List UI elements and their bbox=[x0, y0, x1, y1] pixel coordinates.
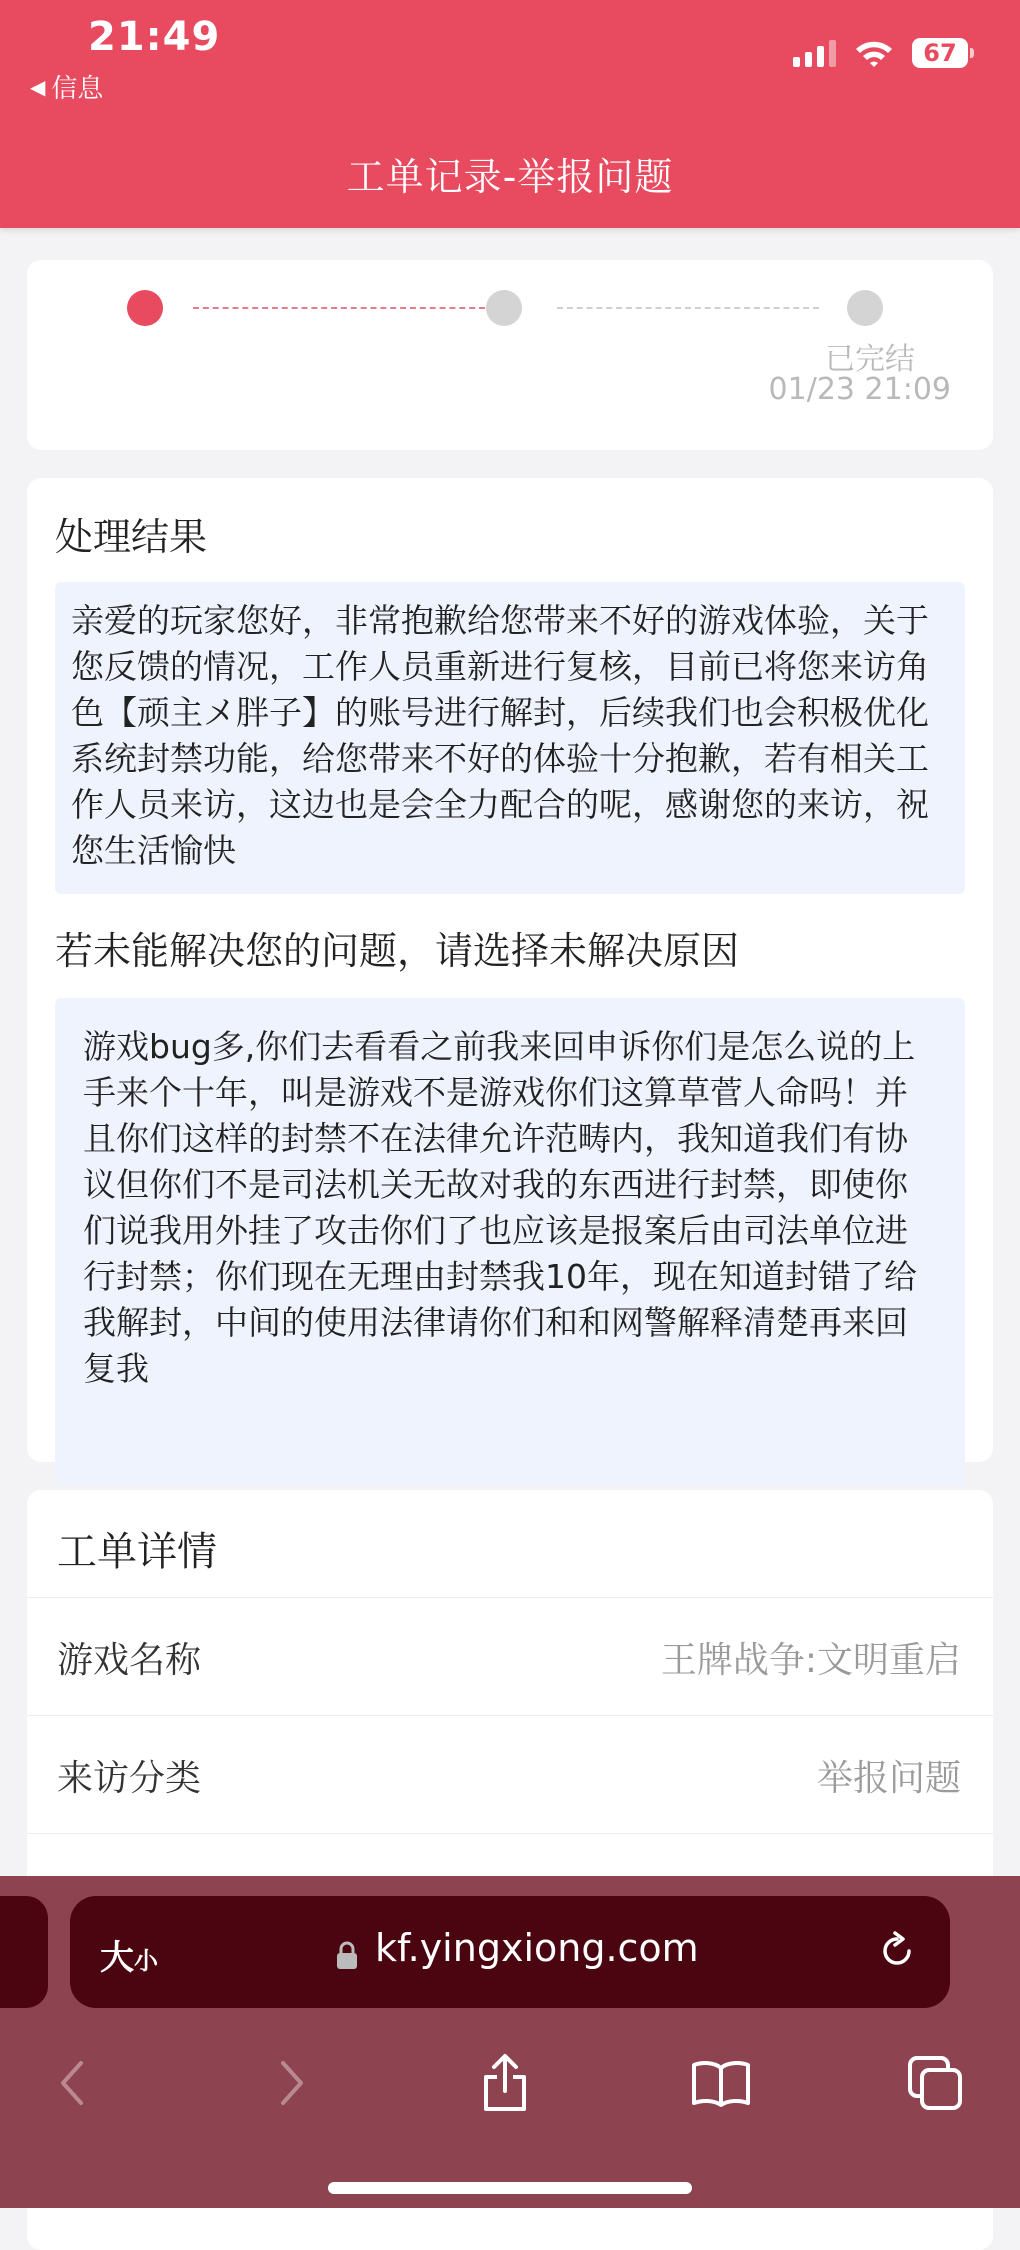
step-final-label: 已完结 bbox=[825, 342, 915, 377]
battery-icon: 67 bbox=[912, 38, 968, 68]
lock-icon bbox=[335, 1940, 359, 1974]
step-line-inactive bbox=[557, 307, 819, 309]
text-size-button[interactable] bbox=[100, 1930, 158, 1979]
detail-value: 王牌战争:文明重启 bbox=[660, 1640, 961, 1681]
chevron-right-icon bbox=[273, 2058, 309, 2108]
forward-button[interactable] bbox=[256, 2048, 326, 2118]
share-button[interactable] bbox=[470, 2048, 540, 2118]
result-card bbox=[27, 478, 993, 1462]
chevron-left-icon bbox=[55, 2058, 91, 2108]
bookmarks-button[interactable] bbox=[686, 2048, 756, 2118]
cellular-signal-icon bbox=[793, 39, 836, 67]
detail-row bbox=[27, 1597, 993, 1716]
step-line-active bbox=[193, 307, 485, 309]
step-dot-middle bbox=[486, 290, 522, 326]
unresolved-title: 若未能解决您的问题，请选择未解决原因 bbox=[55, 929, 740, 973]
text-size-big: 大 bbox=[100, 1938, 134, 1978]
detail-row bbox=[27, 1715, 993, 1834]
status-time: 21:49 bbox=[88, 14, 221, 60]
back-to-app-link[interactable] bbox=[30, 68, 103, 105]
back-app-label: 信息 bbox=[51, 74, 104, 104]
back-button[interactable] bbox=[38, 2048, 108, 2118]
progress-card bbox=[27, 260, 993, 450]
result-title: 处理结果 bbox=[55, 515, 208, 559]
unresolved-reason-text[interactable]: 游戏bug多,你们去看看之前我来回申诉你们是怎么说的上手来个十年，叫是游戏不是游戏你们这算草菅人命吗！并且你们这样的封禁不在法律允许范畴内，我知道我们有协议但你们不是司法机关无故对我的东西进行封禁，即使你们说我用外挂了攻击你们了也应该是报案后由司法单位进行封禁；你们现在无理由封禁我10年，现在知道封错了给我解封，中间的使用法律请你们和和网警解释清楚再来回复我 bbox=[55, 998, 965, 1486]
share-icon bbox=[480, 2053, 530, 2113]
back-triangle-icon: ◀ bbox=[30, 74, 46, 99]
book-icon bbox=[690, 2058, 752, 2108]
app-header bbox=[0, 0, 1020, 228]
wifi-icon bbox=[854, 38, 894, 68]
status-icons bbox=[793, 38, 968, 68]
step-final-time: 01/23 21:09 bbox=[768, 372, 951, 407]
reload-icon[interactable] bbox=[876, 1930, 918, 1976]
url-text: kf.yingxiong.com bbox=[375, 1926, 699, 1970]
detail-label: 游戏名称 bbox=[57, 1640, 202, 1681]
step-dot-active bbox=[127, 290, 163, 326]
detail-value: 举报问题 bbox=[816, 1758, 961, 1799]
tabs-icon bbox=[906, 2054, 964, 2112]
address-bar[interactable] bbox=[70, 1896, 950, 2008]
text-size-small: 小 bbox=[134, 1947, 158, 1975]
page-title: 工单记录-举报问题 bbox=[346, 155, 674, 199]
details-title: 工单详情 bbox=[57, 1529, 217, 1575]
detail-label: 来访分类 bbox=[57, 1758, 202, 1799]
tabs-button[interactable] bbox=[900, 2048, 970, 2118]
browser-toolbar bbox=[0, 1876, 1020, 2208]
result-text: 亲爱的玩家您好，非常抱歉给您带来不好的游戏体验，关于您反馈的情况，工作人员重新进行复核，目前已将您来访角色【顽主メ胖子】的账号进行解封，后续我们也会积极优化系统封禁功能，给您带来不好的体验十分抱歉，若有相关工作人员来访，这边也是会全力配合的呢，感谢您的来访，祝您生活愉快 bbox=[55, 582, 965, 894]
home-indicator bbox=[328, 2182, 692, 2194]
previous-tab-preview[interactable] bbox=[0, 1896, 48, 2008]
step-dot-final bbox=[847, 290, 883, 326]
